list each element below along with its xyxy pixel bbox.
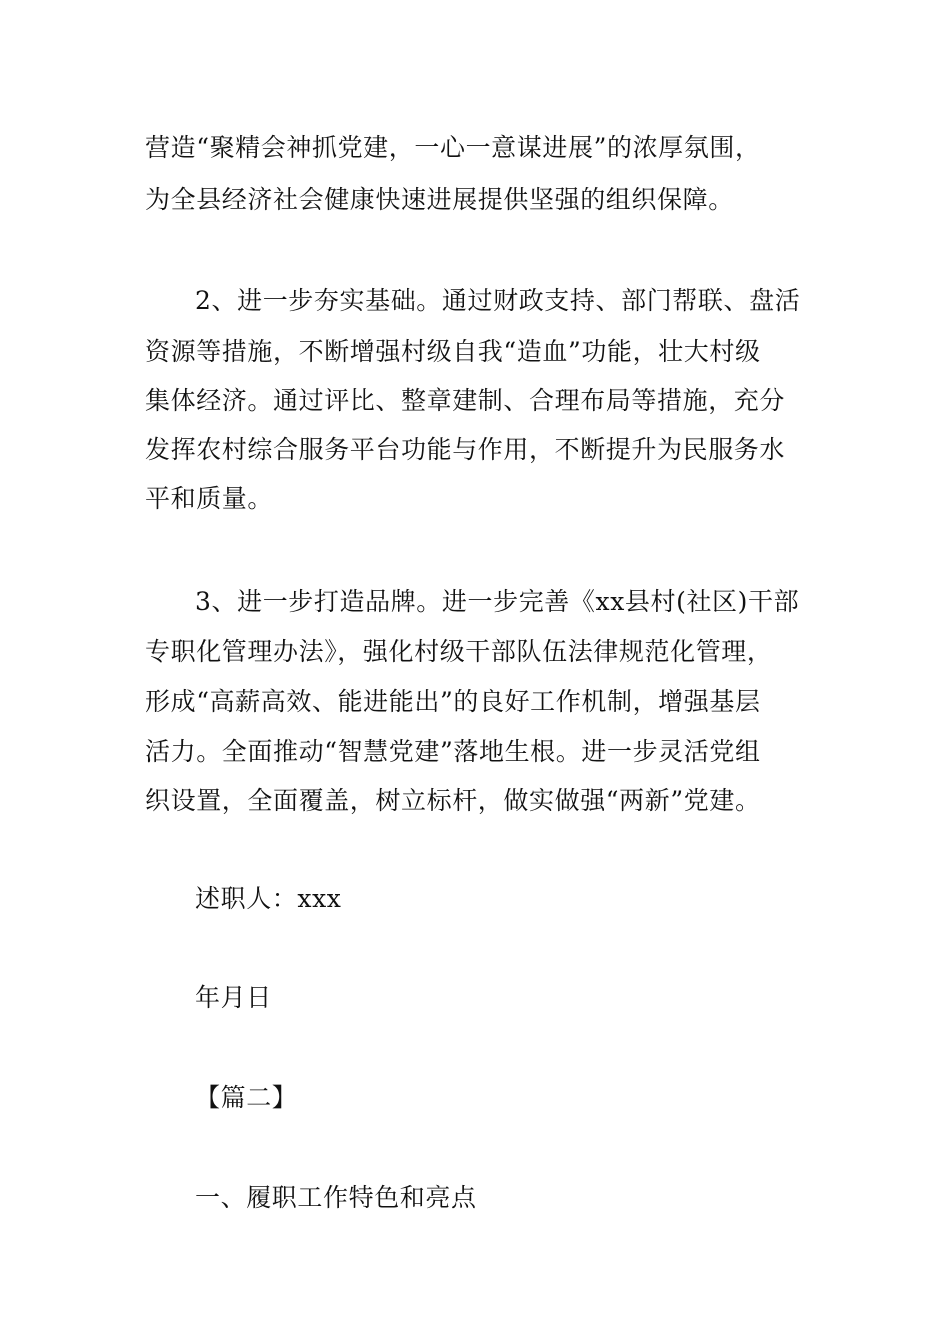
paragraph-2-line-2: 资源等措施，不断增强村级自我“造血”功能，壮大村级 <box>145 337 761 366</box>
paragraph-2-line-3: 集体经济。通过评比、整章建制、合理布局等措施，充分 <box>145 386 786 415</box>
date-line: 年月日 <box>195 983 272 1012</box>
section-title: 【篇二】 <box>195 1083 298 1112</box>
paragraph-1-line-2: 为全县经济社会健康快速进展提供坚强的组织保障。 <box>145 185 734 214</box>
paragraph-3-line-5: 织设置，全面覆盖，树立标杆，做实做强“两新”党建。 <box>145 786 761 815</box>
paragraph-2-line-5: 平和质量。 <box>145 484 274 513</box>
paragraph-1-line-1: 营造“聚精会神抓党建，一心一意谋进展”的浓厚氛围， <box>145 133 761 162</box>
paragraph-3-line-3: 形成“高薪高效、能进能出”的良好工作机制，增强基层 <box>145 687 761 716</box>
paragraph-2-line-4: 发挥农村综合服务平台功能与作用，不断提升为民服务水 <box>145 435 786 464</box>
paragraph-3-line-1: 3、进一步打造品牌。进一步完善《xx县村(社区)干部 <box>195 587 800 616</box>
paragraph-3-line-4: 活力。全面推动“智慧党建”落地生根。进一步灵活党组 <box>145 737 761 766</box>
signature-line: 述职人：xxx <box>195 884 342 913</box>
paragraph-3-line-2: 专职化管理办法》，强化村级干部队伍法律规范化管理， <box>145 637 773 666</box>
paragraph-2-line-1: 2、进一步夯实基础。通过财政支持、部门帮联、盘活 <box>195 286 801 315</box>
section-heading: 一、履职工作特色和亮点 <box>195 1183 477 1212</box>
